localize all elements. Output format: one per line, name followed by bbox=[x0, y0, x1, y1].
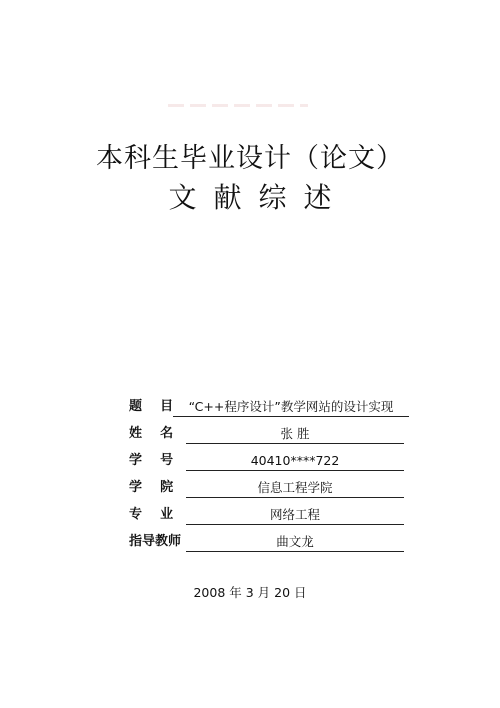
document-date: 2008 年 3 月 20 日 bbox=[193, 585, 307, 600]
name-value: 张 胜 bbox=[186, 425, 404, 444]
info-row-student-id bbox=[129, 452, 409, 470]
topic-label: 题 目 bbox=[129, 399, 174, 414]
advisor-label: 指导教师 bbox=[129, 534, 182, 549]
info-row-advisor bbox=[129, 533, 409, 551]
major-label: 专 业 bbox=[129, 507, 174, 522]
student-id-value: 40410****722 bbox=[186, 452, 404, 471]
info-table bbox=[129, 398, 409, 560]
info-row-topic bbox=[129, 398, 409, 416]
document-title: 本科生毕业设计（论文） bbox=[96, 143, 404, 174]
info-row-major bbox=[129, 506, 409, 524]
college-label: 学 院 bbox=[129, 480, 174, 495]
student-id-label: 学 号 bbox=[129, 453, 174, 468]
college-value: 信息工程学院 bbox=[186, 479, 404, 498]
document-subtitle: 文献综述 bbox=[168, 181, 349, 214]
name-label: 姓 名 bbox=[129, 426, 174, 441]
info-row-college bbox=[129, 479, 409, 497]
major-value: 网络工程 bbox=[186, 506, 404, 525]
topic-value: “C++程序设计”教学网站的设计实现 bbox=[173, 398, 409, 417]
info-row-name bbox=[129, 425, 409, 443]
faded-header-mark bbox=[168, 104, 308, 107]
advisor-value: 曲文龙 bbox=[186, 533, 404, 552]
